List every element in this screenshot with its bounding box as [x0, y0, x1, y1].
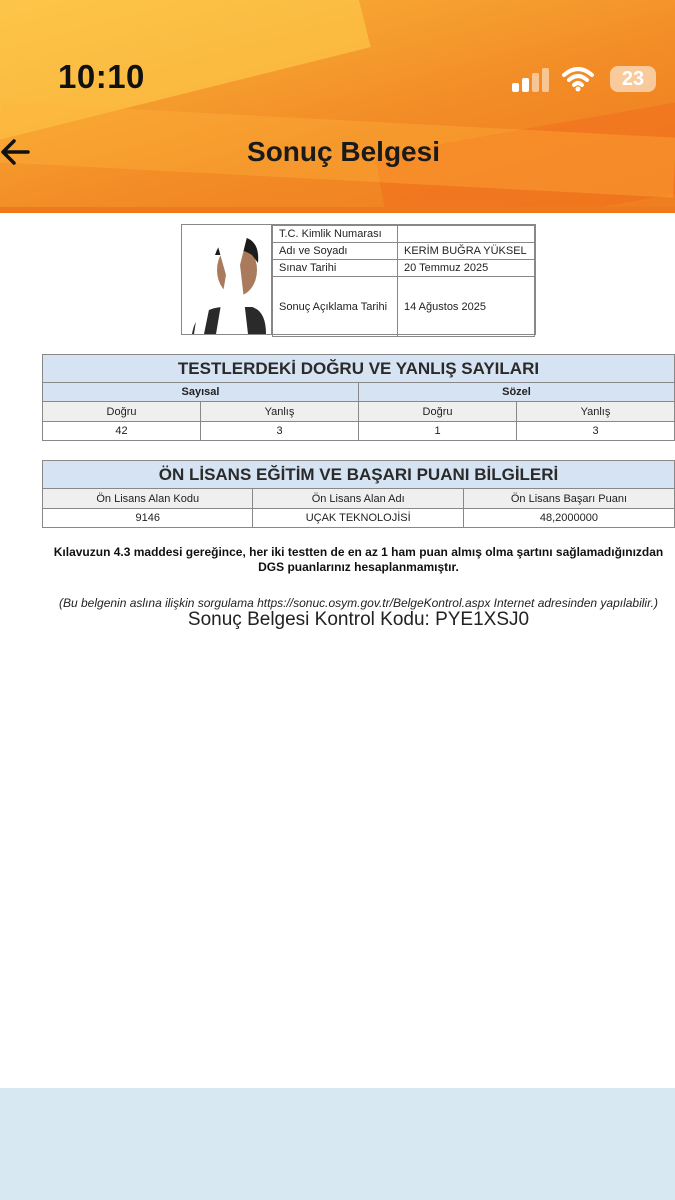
battery-icon: 23: [610, 66, 656, 92]
bottom-bar: [0, 1088, 675, 1200]
column-header: Yanlış: [201, 402, 359, 422]
tests-table: [42, 354, 675, 441]
info-label: Adı ve Soyadı: [273, 243, 398, 260]
table-cell: 3: [201, 422, 359, 441]
info-row: [273, 226, 535, 243]
candidate-info: [181, 224, 536, 335]
photo-placeholder-icon: [182, 225, 272, 334]
info-label: Sınav Tarihi: [273, 260, 398, 277]
result-note: Kılavuzun 4.3 maddesi gereğince, her iki testten de en az 1 ham puan almış olma şartını sağlamadığınızdan DGS puanlarınız hesaplanmamıştır.: [53, 545, 664, 574]
wifi-icon: [562, 66, 594, 92]
page-title: Sonuç Belgesi: [247, 136, 440, 167]
info-value: KERİM BUĞRA YÜKSEL: [398, 243, 535, 260]
column-header: Ön Lisans Başarı Puanı: [463, 489, 674, 509]
column-header: Ön Lisans Alan Adı: [253, 489, 463, 509]
onlisans-table: [42, 460, 675, 528]
info-table: [272, 225, 535, 337]
control-code: Sonuç Belgesi Kontrol Kodu: PYE1XSJ0: [187, 609, 530, 630]
onlisans-title: ÖN LİSANS EĞİTİM VE BAŞARI PUANI BİLGİLERİ: [43, 461, 675, 489]
status-time: 10:10: [58, 58, 145, 95]
column-header: Yanlış: [517, 402, 675, 422]
table-cell: 48,2000000: [463, 509, 674, 528]
info-value: [398, 226, 535, 243]
table-cell: 1: [359, 422, 517, 441]
info-label: Sonuç Açıklama Tarihi: [273, 277, 398, 337]
app-header: [0, 0, 675, 213]
query-info-text: (Bu belgenin aslına ilişkin sorgulama https://sonuc.osym.gov.tr/BelgeKontrol.aspx Internet adresinden yapılabilir.): [59, 596, 658, 610]
table-cell: UÇAK TEKNOLOJİSİ: [253, 509, 463, 528]
info-row: [273, 277, 535, 337]
table-cell: 9146: [43, 509, 253, 528]
column-header: Doğru: [43, 402, 201, 422]
group-header: Sayısal: [43, 383, 359, 402]
column-header: Doğru: [359, 402, 517, 422]
candidate-photo: [182, 225, 272, 334]
info-row: [273, 260, 535, 277]
table-cell: 3: [517, 422, 675, 441]
table-cell: 42: [43, 422, 201, 441]
column-header: Ön Lisans Alan Kodu: [43, 489, 253, 509]
cellular-signal-icon: [512, 68, 550, 92]
info-row: [273, 243, 535, 260]
group-header: Sözel: [359, 383, 675, 402]
header-underline: [0, 207, 675, 213]
info-value: 20 Temmuz 2025: [398, 260, 535, 277]
info-value: 14 Ağustos 2025: [398, 277, 535, 337]
info-label: T.C. Kimlik Numarası: [273, 226, 398, 243]
tests-title: TESTLERDEKİ DOĞRU VE YANLIŞ SAYILARI: [43, 355, 675, 383]
